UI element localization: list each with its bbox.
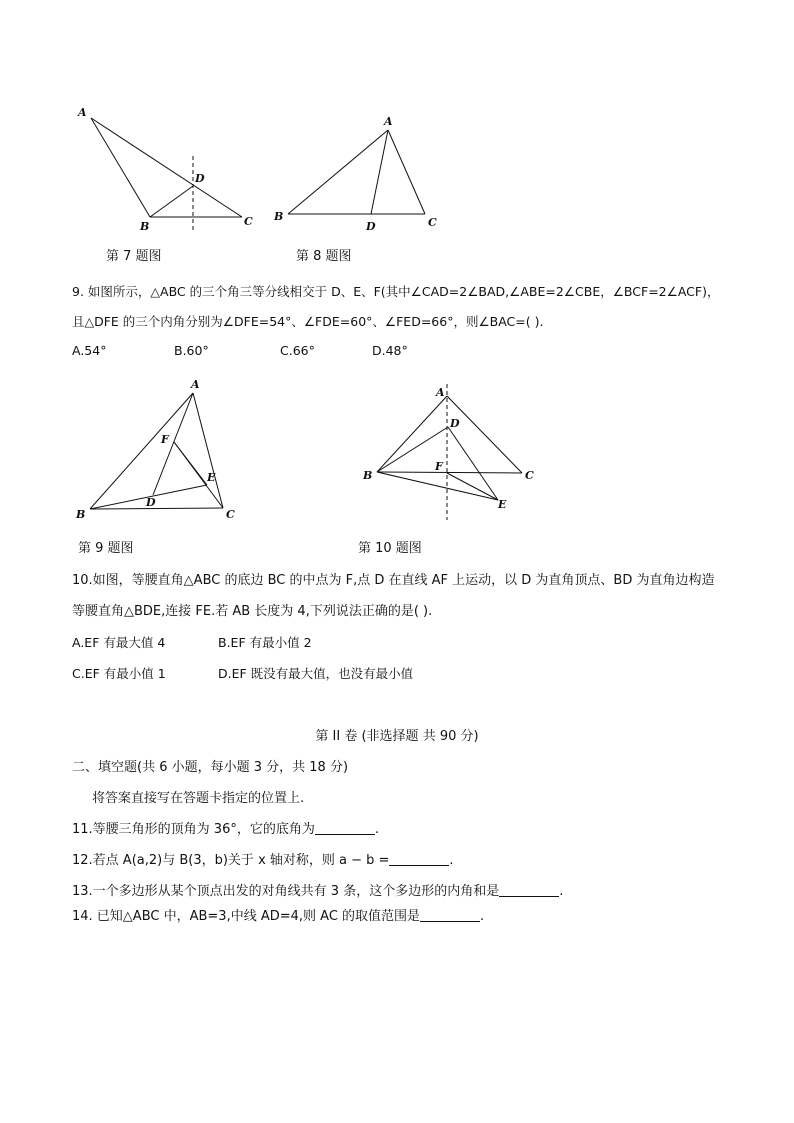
fig10-line-BC: [377, 472, 522, 473]
q11-end: .: [374, 822, 379, 837]
fig9-label-E: E: [207, 471, 216, 484]
fig7-line-AB: [91, 118, 150, 217]
fig7-label-C: C: [244, 215, 253, 228]
fig9-label-C: C: [226, 508, 235, 521]
figure-8: [270, 110, 450, 240]
figure-7: [70, 100, 270, 240]
caption-fig10: 第 10 题图: [358, 541, 422, 556]
fig9-line-BC: [90, 508, 223, 509]
q14-text: 14. 已知△ABC 中，AB=3,中线 AD=4,则 AC 的取值范围是: [72, 909, 421, 924]
fig7-label-A: A: [78, 106, 87, 119]
q14-end: .: [480, 909, 485, 924]
caption-fig9: 第 9 题图: [78, 541, 134, 556]
q10-option-c: C.EF 有最小值 1: [72, 666, 166, 681]
fig8-label-D: D: [366, 220, 376, 233]
fig9-label-B: B: [76, 508, 86, 521]
q9-line-2: 且△DFE 的三个内角分别为∠DFE=54°、∠FDE=60°、∠FED=66°，则∠BAC=( ).: [72, 314, 544, 329]
q10-option-b: B.EF 有最小值 2: [218, 635, 312, 650]
fig9-line-FE: [174, 442, 207, 485]
q10-line-2: 等腰直角△BDE,连接 FE.若 AB 长度为 4,下列说法正确的是( ).: [72, 604, 433, 619]
fig8-label-B: B: [274, 210, 284, 223]
q13-answer-blank: [499, 882, 559, 897]
fig10-label-B: B: [363, 469, 373, 482]
fig10-label-E: E: [498, 498, 507, 511]
fig10-label-A: A: [436, 386, 445, 399]
section2-title: 第 II 卷 (非选择题 共 90 分): [315, 729, 479, 744]
fig9-line-AC: [193, 393, 223, 508]
figure-9: [70, 375, 250, 525]
q9-option-c: C.66°: [280, 343, 315, 358]
q11: [72, 820, 379, 840]
fig9-line-AD: [153, 393, 193, 495]
q14-answer-blank: [420, 907, 480, 922]
caption-fig7: 第 7 题图: [106, 249, 162, 264]
q12-answer-blank: [389, 851, 449, 866]
fig8-line-AC: [388, 130, 425, 214]
fig10-line-DE: [448, 427, 498, 500]
q12-end: .: [449, 853, 454, 868]
q14: [72, 907, 484, 927]
q12: [72, 851, 454, 871]
fig10-label-C: C: [525, 469, 534, 482]
fig7-label-B: B: [140, 220, 150, 233]
fig10-line-FE: [447, 473, 498, 500]
q11-answer-blank: [315, 820, 375, 835]
fig8-line-AB: [288, 130, 388, 214]
q10-line-1: 10.如图，等腰直角△ABC 的底边 BC 的中点为 F,点 D 在直线 AF 上运动，以 D 为直角顶点、BD 为直角边构造: [72, 573, 715, 588]
fig9-label-D: D: [146, 496, 156, 509]
fig9-line-AB: [90, 393, 193, 509]
q11-text: 11.等腰三角形的顶角为 36°，它的底角为: [72, 822, 315, 837]
fig10-label-D: D: [450, 417, 460, 430]
fig7-label-D: D: [195, 172, 205, 185]
fig7-line-AC: [91, 118, 242, 217]
fig8-label-A: A: [384, 115, 393, 128]
fig10-label-F: F: [435, 460, 443, 473]
q9-line-1: 9. 如图所示，△ABC 的三个角三等分线相交于 D、E、F(其中∠CAD=2∠BAD,∠ABE=2∠CBE，∠BCF=2∠ACF)，: [72, 284, 720, 299]
section2-heading: 二、填空题(共 6 小题，每小题 3 分，共 18 分): [72, 760, 349, 775]
q12-text: 12.若点 A(a,2)与 B(3，b)关于 x 轴对称，则 a − b =: [72, 853, 390, 868]
fig7-line-BD: [150, 186, 193, 217]
q9-option-a: A.54°: [72, 343, 107, 358]
section2-instruction: 将答案直接写在答题卡指定的位置上.: [92, 791, 305, 806]
q9-option-d: D.48°: [372, 343, 408, 358]
q10-option-a: A.EF 有最大值 4: [72, 635, 166, 650]
q13: [72, 882, 563, 902]
fig10-line-BE: [377, 472, 498, 500]
fig9-label-F: F: [161, 433, 169, 446]
caption-fig8: 第 8 题图: [296, 249, 352, 264]
fig9-label-A: A: [191, 378, 200, 391]
fig10-line-AC: [447, 396, 522, 473]
fig8-label-C: C: [428, 216, 437, 229]
q13-text: 13.一个多边形从某个顶点出发的对角线共有 3 条，这个多边形的内角和是: [72, 884, 500, 899]
q9-option-b: B.60°: [174, 343, 209, 358]
figure-10: [355, 380, 545, 525]
q13-end: .: [559, 884, 564, 899]
q10-option-d: D.EF 既没有最大值，也没有最小值: [218, 666, 414, 681]
